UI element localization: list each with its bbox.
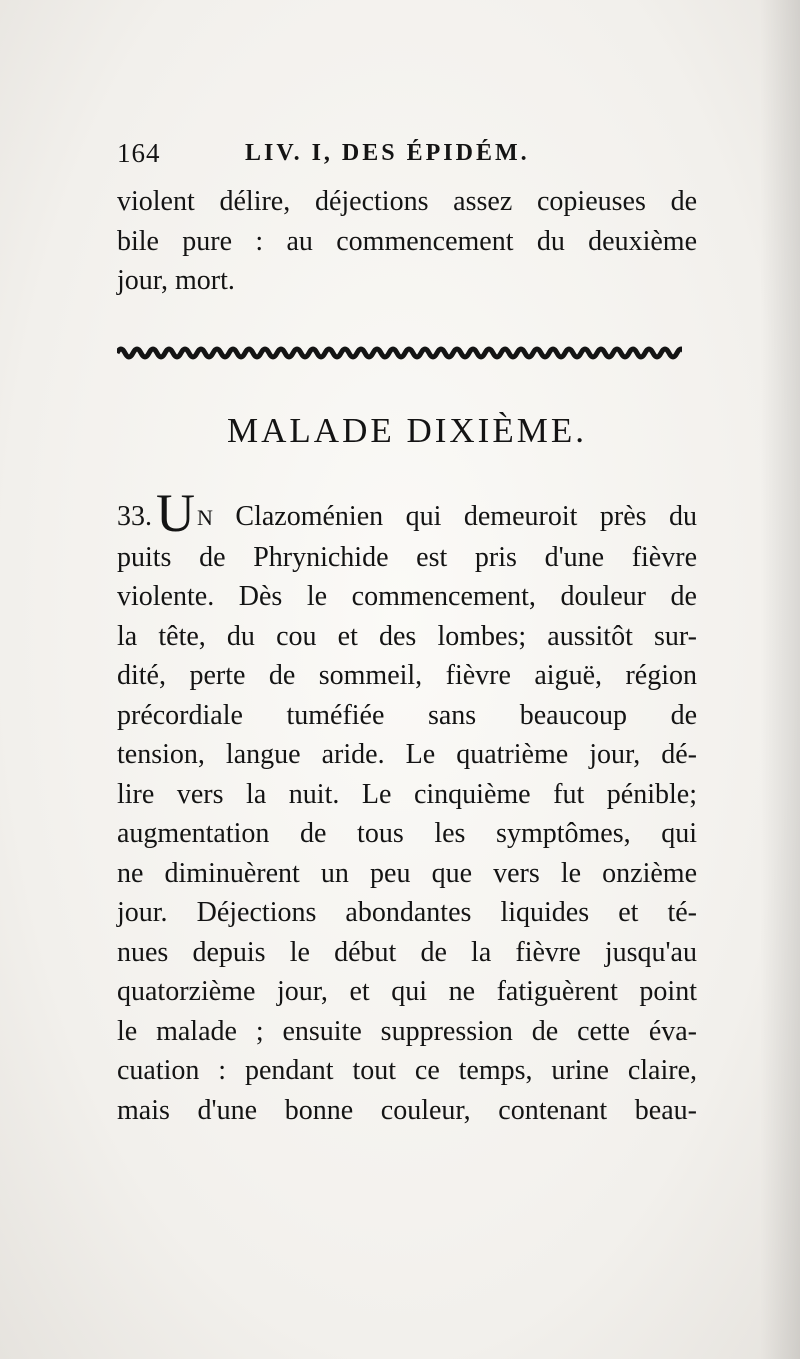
text-line: le malade ; ensuite suppression de cette éva- bbox=[117, 1015, 697, 1047]
page-number: 164 bbox=[117, 138, 161, 168]
paragraph-number: 33. bbox=[117, 501, 152, 532]
text-line: lire vers la nuit. Le cinquième fut pénible; bbox=[117, 778, 697, 810]
text-line: dité, perte de sommeil, fièvre aiguë, région bbox=[117, 660, 697, 691]
ornamental-divider bbox=[117, 342, 682, 364]
first-line bbox=[117, 483, 698, 543]
page-header bbox=[117, 138, 697, 178]
first-line-text: Clazoménien qui demeuroit près du bbox=[235, 501, 698, 532]
text-line: quatorzième jour, et qui ne fatiguèrent point bbox=[117, 976, 697, 1007]
text-line: nues depuis le début de la fièvre jusqu'au bbox=[117, 936, 697, 968]
text-line: augmentation de tous les symptômes, qui bbox=[117, 818, 697, 849]
text-line: la tête, du cou et des lombes; aussitôt sur- bbox=[117, 620, 697, 652]
text-line: violent délire, déjections assez copieuses de bbox=[117, 186, 697, 217]
text-line: tension, langue aride. Le quatrième jour, dé- bbox=[117, 739, 697, 770]
text-line: violente. Dès le commencement, douleur de bbox=[117, 581, 697, 612]
text-line: mais d'une bonne couleur, contenant beau- bbox=[117, 1094, 697, 1126]
running-title: LIV. I, DES ÉPIDÉM. bbox=[245, 140, 530, 166]
text-line: jour. Déjections abondantes liquides et té- bbox=[117, 897, 697, 928]
section-body bbox=[117, 483, 698, 1130]
section-title: MALADE DIXIÈME. bbox=[227, 411, 587, 450]
text-line: précordiale tuméfiée sans beaucoup de bbox=[117, 699, 697, 731]
text-line: ne diminuèrent un peu que vers le onzième bbox=[117, 857, 697, 889]
text-line: jour, mort. bbox=[117, 265, 235, 296]
drop-cap: U bbox=[156, 483, 195, 543]
text-line: bile pure : au commencement du deuxième bbox=[117, 225, 697, 257]
continued-text bbox=[117, 182, 697, 301]
text-line: cuation : pendant tout ce temps, urine claire, bbox=[117, 1055, 697, 1086]
text-line: puits de Phrynichide est pris d'une fièvre bbox=[117, 541, 697, 573]
first-word-rest: N bbox=[197, 505, 213, 530]
page-edge-shadow bbox=[760, 0, 800, 1359]
